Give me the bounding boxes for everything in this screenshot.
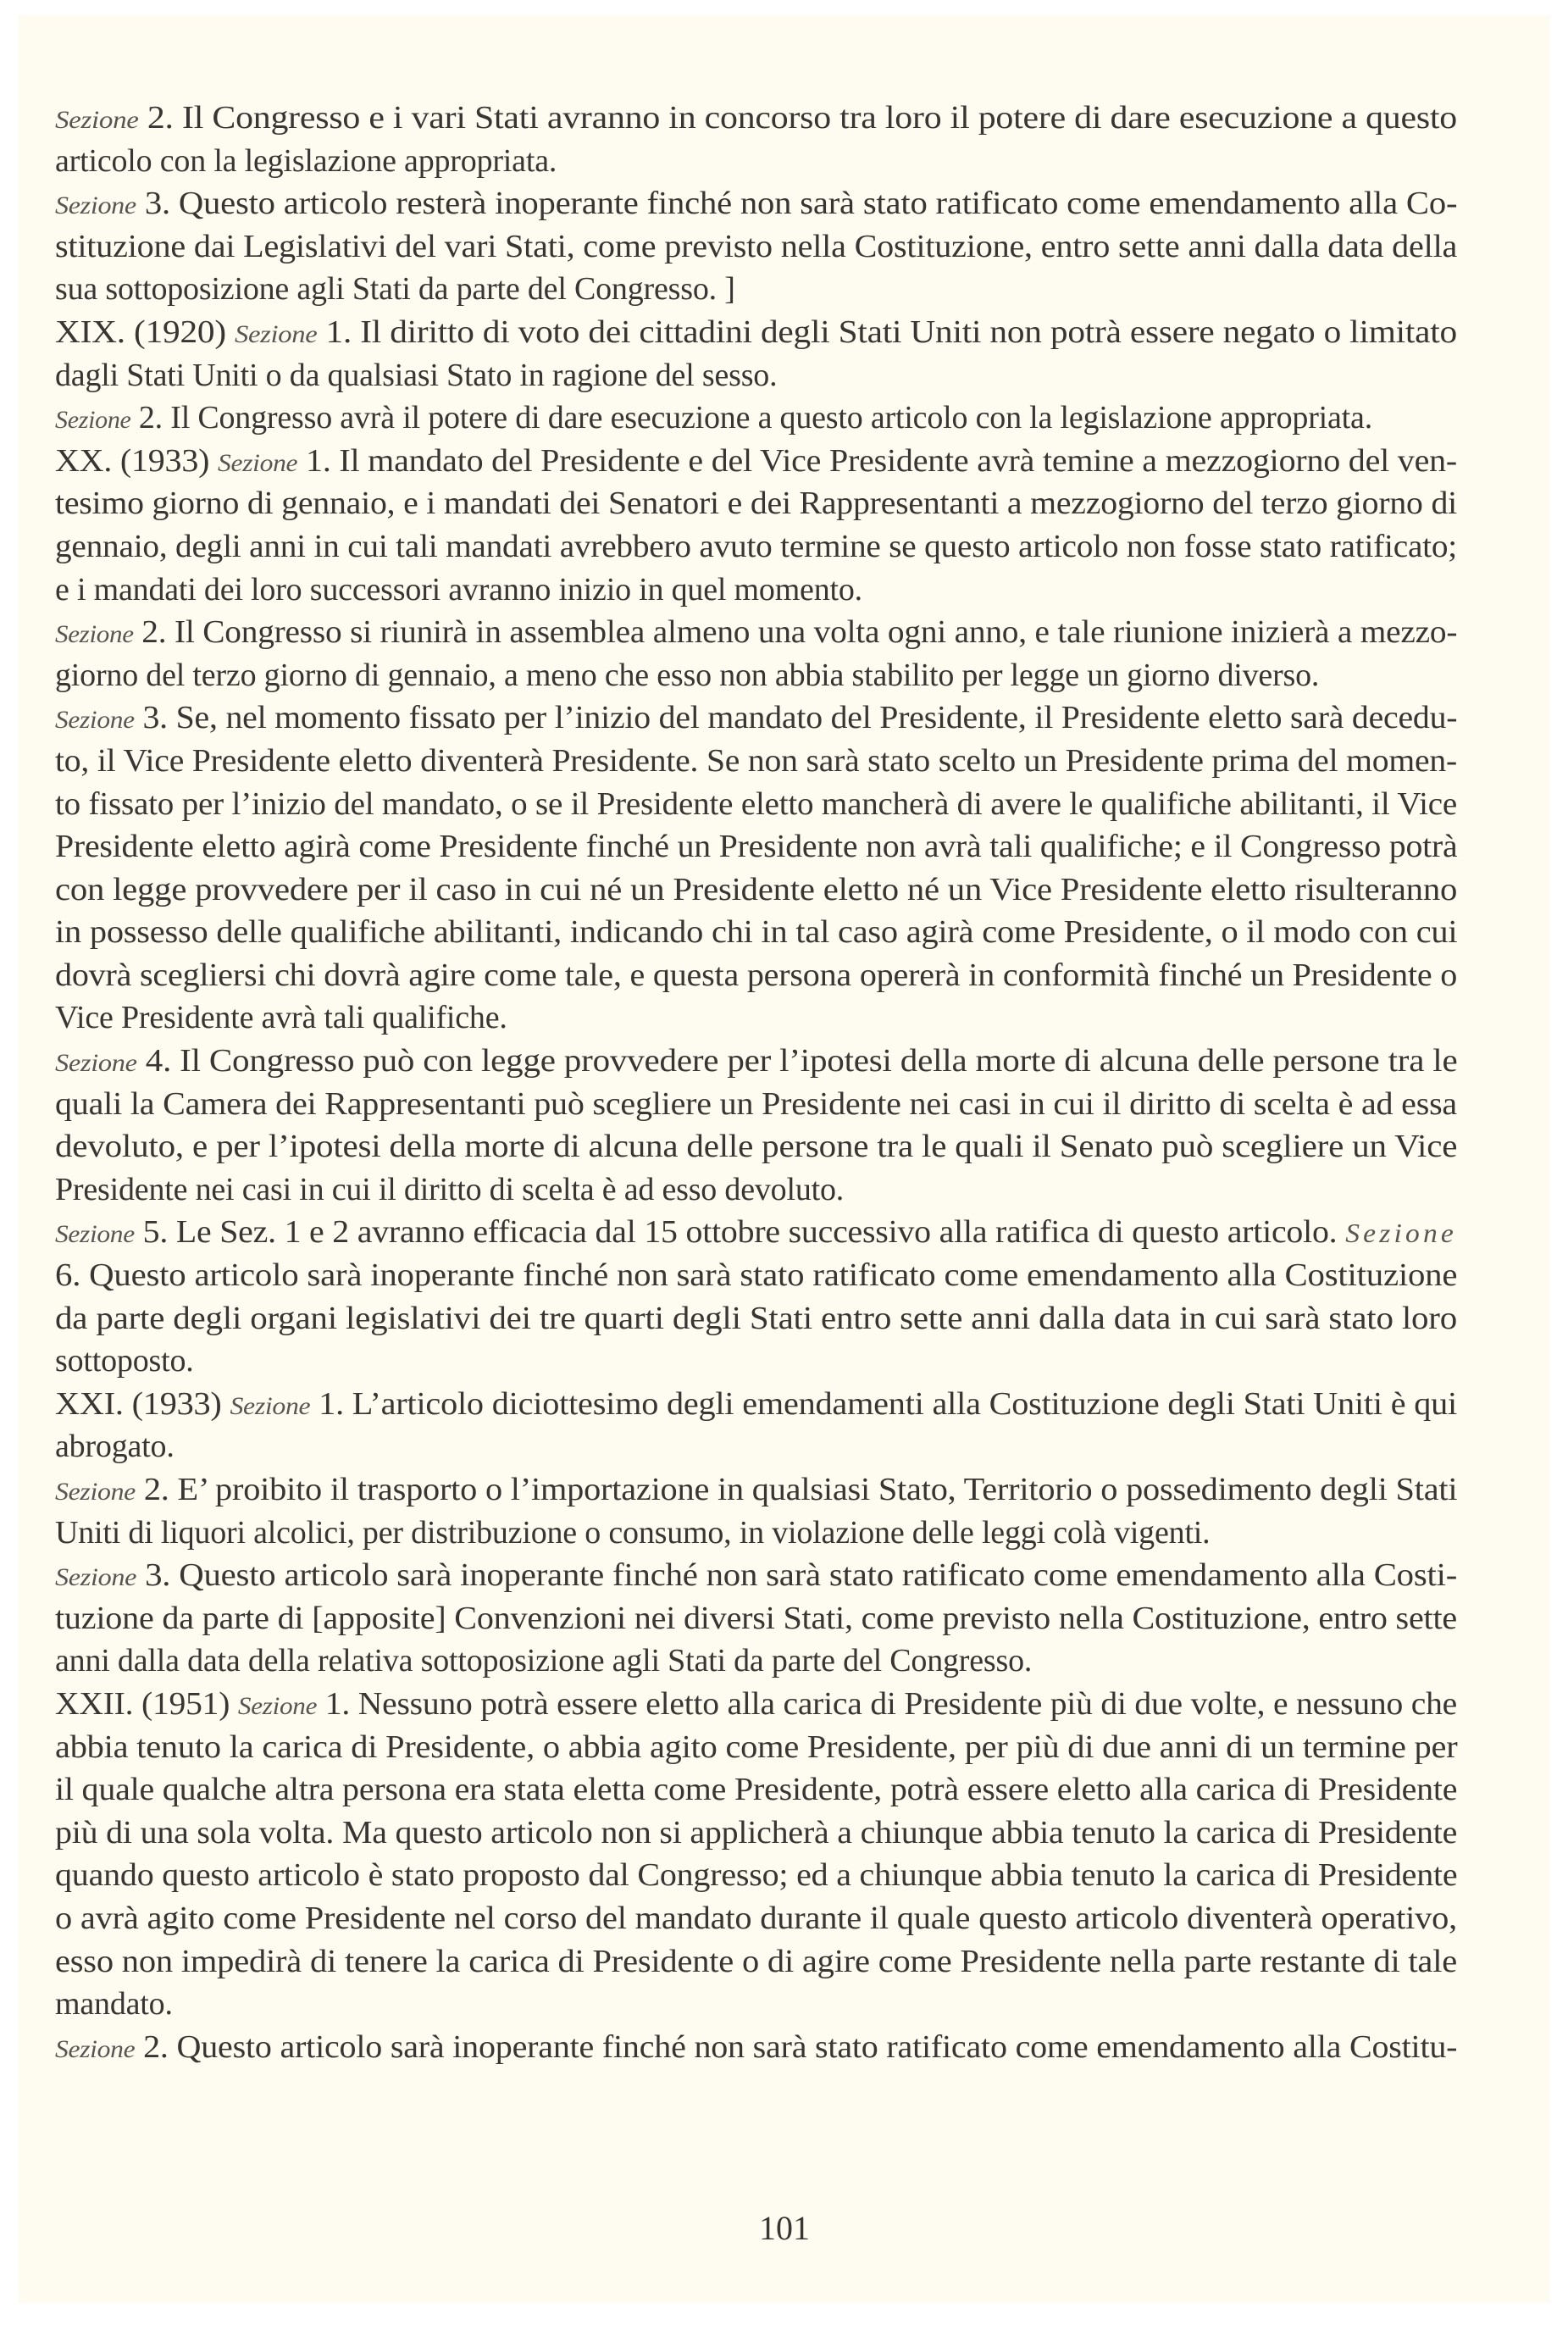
- line-text: 2. Il Congresso e i vari Stati avranno in concorso tra loro il potere di dare esecuzione a questo: [138, 100, 1458, 136]
- line-text: 2. E’ proibito il trasporto o l’importazione in qualsiasi Stato, Territorio o possedimento degli Stati: [136, 1472, 1458, 1507]
- section-label: Sezione: [235, 319, 318, 348]
- text-line: [55, 1468, 1457, 1512]
- section-label: Sezione: [55, 2034, 136, 2063]
- line-text: 6. Questo articolo sarà inoperante finché non sarà stato ratificato come emendamento alla Costituzione: [55, 1257, 1458, 1294]
- line-text: 5. Le Sez. 1 e 2 avranno efficacia dal 15 ottobre successivo alla ratifica di questo articolo.: [134, 1214, 1346, 1251]
- text-line: [55, 1683, 1457, 1726]
- text-line: [55, 1383, 1457, 1426]
- section-label: Sezione: [55, 406, 131, 435]
- text-line: [55, 1940, 1457, 1984]
- line-text: gennaio, degli anni in cui tali mandati avrebbero avuto termine se questo articolo non fosse stato ratificato;: [55, 528, 1457, 564]
- amendment-number: XXI. (1933): [55, 1385, 230, 1422]
- line-text: 2. Il Congresso avrà il potere di dare esecuzione a questo articolo con la legislazione appropriata.: [130, 400, 1373, 436]
- line-text: quali la Camera dei Rappresentanti può scegliere un Presidente nei casi in cui il diritto di scelta è ad essa: [55, 1085, 1458, 1122]
- line-text: 3. Questo articolo resterà inoperante finché non sarà stato ratificato come emendamento alla Co-: [136, 186, 1458, 222]
- text-line: [55, 440, 1457, 483]
- section-label: Sezione: [1345, 1218, 1457, 1249]
- text-line: [55, 268, 1457, 311]
- text-line: [55, 1083, 1457, 1126]
- line-text: o avrà agito come Presidente nel corso del mandato durante il quale questo articolo diventerà operativo,: [55, 1900, 1457, 1936]
- text-line: [55, 1768, 1457, 1812]
- text-line: [55, 783, 1457, 826]
- text-line: [55, 311, 1457, 354]
- text-line: [55, 1640, 1457, 1683]
- text-line: [55, 354, 1457, 397]
- line-text: 2. Questo articolo sarà inoperante finché non sarà stato ratificato come emendamento alla Costitu-: [135, 2028, 1458, 2065]
- line-text: in possesso delle qualifiche abilitanti, indicando chi in tal caso agirà come Presidente, o il modo con cui: [55, 914, 1458, 951]
- text-line: [55, 1854, 1457, 1897]
- section-label: Sezione: [55, 1478, 136, 1506]
- line-text: stituzione dai Legislativi del vari Stati, come previsto nella Costituzione, entro sette anni dalla data della: [55, 228, 1458, 264]
- text-line: [55, 397, 1457, 440]
- line-text: to fissato per l’inizio del mandato, o se il Presidente eletto mancherà di avere le qualifiche abilitanti, il Vice: [55, 785, 1457, 822]
- section-label: Sezione: [55, 706, 135, 735]
- line-text: giorno del terzo giorno di gennaio, a meno che esso non abbia stabilito per legge un giorno diverso.: [55, 657, 1320, 693]
- line-text: Vice Presidente avrà tali qualifiche.: [55, 1000, 507, 1036]
- text-line: [55, 954, 1457, 997]
- text-line: [55, 654, 1457, 697]
- line-text: to, il Vice Presidente eletto diventerà Presidente. Se non sarà stato scelto un Presidente prima del momen-: [55, 742, 1457, 779]
- page-number: 101: [759, 2209, 810, 2247]
- line-text: 2. Il Congresso si riunirà in assemblea almeno una volta ogni anno, e tale riunione inizierà a mezzo-: [133, 614, 1458, 651]
- line-text: 1. Il diritto di voto dei cittadini degli Stati Uniti non potrà essere negato o limitato: [317, 314, 1458, 350]
- line-text: dagli Stati Uniti o da qualsiasi Stato in ragione del sesso.: [55, 357, 778, 393]
- text-line: [55, 2026, 1457, 2069]
- text-line: [55, 868, 1457, 912]
- text-line: [55, 911, 1457, 954]
- text-line: [55, 1726, 1457, 1769]
- section-label: Sezione: [55, 1220, 135, 1249]
- section-label: Sezione: [55, 1563, 137, 1592]
- text-line: [55, 1812, 1457, 1855]
- section-label: Sezione: [55, 1049, 137, 1078]
- text-line: [55, 1597, 1457, 1640]
- line-text: più di una sola volta. Ma questo articolo non si applicherà a chiunque abbia tenuto la carica di Presidente: [55, 1814, 1458, 1851]
- line-text: abbia tenuto la carica di Presidente, o abbia agito come Presidente, per più di due anni di un termine per: [55, 1728, 1458, 1765]
- text-line: [55, 1168, 1457, 1212]
- text-line: [55, 1425, 1457, 1468]
- text-line: [55, 1983, 1457, 2026]
- text-line: [55, 1297, 1457, 1340]
- line-text: tesimo giorno di gennaio, e i mandati dei Senatori e dei Rappresentanti a mezzogiorno del terzo giorno di: [55, 486, 1458, 522]
- line-text: con legge provvedere per il caso in cui né un Presidente eletto né un Vice Presidente eletto risulteranno: [55, 871, 1458, 907]
- line-text: 3. Questo articolo sarà inoperante finché non sarà stato ratificato come emendamento alla Costi-: [136, 1557, 1458, 1594]
- text-line: [55, 1897, 1457, 1940]
- line-text: e i mandati dei loro successori avranno inizio in quel momento.: [55, 571, 862, 608]
- line-text: 1. L’articolo diciottesimo degli emendamenti alla Costituzione degli Stati Uniti è qui: [310, 1385, 1458, 1422]
- line-text: tuzione da parte di [apposite] Convenzioni nei diversi Stati, come previsto nella Costituzione, entro sette: [55, 1600, 1457, 1636]
- text-line: [55, 1554, 1457, 1597]
- line-text: articolo con la legislazione appropriata.: [55, 142, 557, 179]
- text-line: [55, 696, 1457, 740]
- line-text: esso non impedirà di tenere la carica di Presidente o di agire come Presidente nella parte restante di tale: [55, 1943, 1457, 1979]
- line-text: 1. Il mandato del Presidente e del Vice Presidente avrà temine a mezzogiorno del ven-: [297, 442, 1458, 479]
- line-text: il quale qualche altra persona era stata eletta come Presidente, potrà essere eletto alla carica di Presidente: [55, 1772, 1458, 1808]
- section-label: Sezione: [230, 1391, 311, 1420]
- line-text: Presidente nei casi in cui il diritto di scelta è ad esso devoluto.: [55, 1171, 845, 1207]
- line-text: sua sottoposizione agli Stati da parte del Congresso. ]: [55, 271, 735, 308]
- line-text: 3. Se, nel momento fissato per l’inizio del mandato del Presidente, il Presidente eletto sarà decedu-: [134, 700, 1458, 736]
- document-page: [19, 15, 1550, 2303]
- text-line: [55, 825, 1457, 868]
- text-line: [55, 1211, 1457, 1254]
- line-text: devoluto, e per l’ipotesi della morte di alcuna delle persone tra le quali il Senato può scegliere un Vice: [55, 1129, 1458, 1165]
- section-label: Sezione: [55, 620, 134, 649]
- amendment-number: XIX. (1920): [55, 314, 235, 350]
- section-label: Sezione: [218, 448, 298, 477]
- line-text: sottoposto.: [55, 1343, 194, 1379]
- line-text: dovrà scegliersi chi dovrà agire come tale, e questa persona opererà in conformità finché un Presidente o: [55, 957, 1458, 993]
- text-line: [55, 1340, 1457, 1383]
- line-text: 4. Il Congresso può con legge provvedere per l’ipotesi della morte di alcuna delle persone tra le: [136, 1043, 1458, 1079]
- line-text: da parte degli organi legislativi dei tre quarti degli Stati entro sette anni dalla data in cui sarà stato loro: [55, 1300, 1457, 1336]
- section-label: Sezione: [55, 191, 136, 220]
- line-text: 1. Nessuno potrà essere eletto alla carica di Presidente più di due volte, e nessuno che: [317, 1685, 1458, 1722]
- line-text: Uniti di liquori alcolici, per distribuzione o consumo, in violazione delle leggi colà vigenti.: [55, 1514, 1211, 1551]
- line-text: Presidente eletto agirà come Presidente finché un Presidente non avrà tali qualifiche; e il Congresso potrà: [55, 829, 1458, 865]
- section-label: Sezione: [55, 106, 139, 134]
- text-line: [55, 182, 1457, 225]
- text-line: [55, 525, 1457, 569]
- text-line: [55, 740, 1457, 783]
- amendment-number: XX. (1933): [55, 442, 219, 479]
- amendment-number: XXII. (1951): [55, 1685, 238, 1722]
- line-text: mandato.: [55, 1986, 173, 2023]
- text-line: [55, 1512, 1457, 1555]
- line-text: anni dalla data della relativa sottoposizione agli Stati da parte del Congresso.: [55, 1643, 1033, 1679]
- text-line: [55, 1125, 1457, 1168]
- section-label: Sezione: [237, 1691, 318, 1720]
- text-line: [55, 97, 1457, 140]
- line-text: quando questo articolo è stato proposto dal Congresso; ed a chiunque abbia tenuto la carica di Presidente: [55, 1857, 1458, 1894]
- text-line: [55, 1040, 1457, 1083]
- text-line: [55, 1254, 1457, 1297]
- text-line: [55, 996, 1457, 1040]
- text-line: [55, 611, 1457, 654]
- text-line: [55, 569, 1457, 612]
- line-text: abrogato.: [55, 1429, 175, 1465]
- text-line: [55, 482, 1457, 525]
- body-text: [55, 97, 1457, 2068]
- text-line: [55, 140, 1457, 183]
- text-line: [55, 225, 1457, 269]
